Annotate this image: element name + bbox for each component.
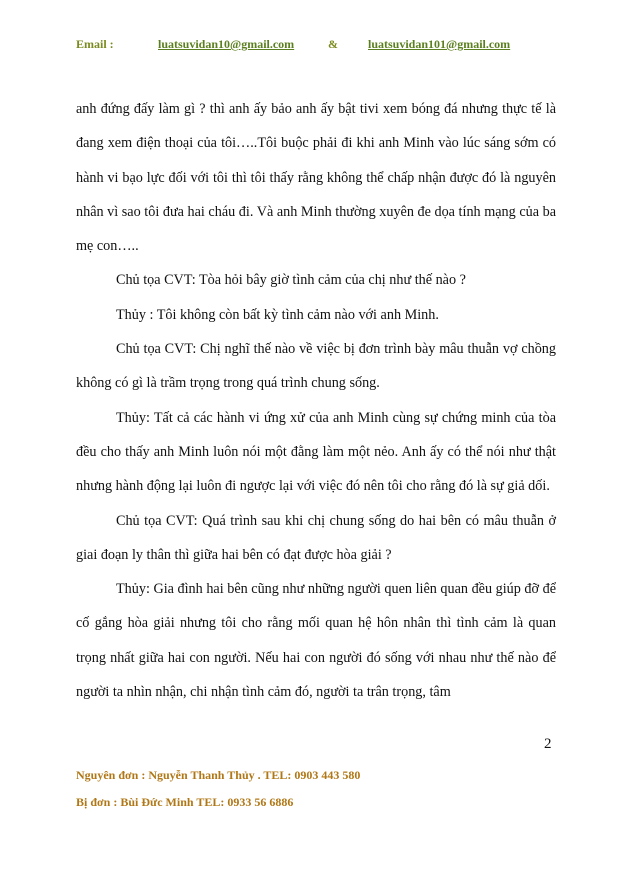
email-link-1[interactable]: luatsuvidan10@gmail.com [158,37,295,51]
transcript-body [76,92,556,709]
email-label: Email : [76,37,114,51]
email-link-2[interactable]: luatsuvidan101@gmail.com [368,37,511,51]
transcript-paragraph: anh đứng đấy làm gì ? thì anh ấy bảo anh ấy bật tivi xem bóng đá nhưng thực tế là đang xem điện thoại của tôi…..Tôi buộc phải đi khi anh Minh vào lúc sáng sớm có hành vi bạo lực đối với tôi thì tôi thấy rằng không thể chấp nhận được đó là nguyên nhân vì sao tôi đưa hai cháu đi. Và anh Minh thường xuyên đe dọa tính mạng của ba mẹ con….. [76,101,556,255]
page-number: 2 [544,736,552,752]
footer-plaintiff: Nguyên đơn : Nguyễn Thanh Thủy . TEL: 0903 443 580 [76,768,361,782]
transcript-paragraph: Thủy: Tất cả các hành vi ứng xử của anh Minh cùng sự chứng minh của tòa đều cho thấy anh Minh luôn nói một đằng làm một nẻo. Anh ấy có thể nói như thật nhưng hành động lại luôn đi ngược lại với việc đó nên tôi cho rằng đó là sự giả dối. [76,409,556,495]
email-separator: & [328,37,338,51]
transcript-paragraph: Thủy : Tôi không còn bất kỳ tình cảm nào với anh Minh. [116,306,439,323]
footer-defendant: Bị đơn : Bùi Đức Minh TEL: 0933 56 6886 [76,795,294,809]
transcript-paragraph: Chủ tọa CVT: Tòa hỏi bây giờ tình cảm của chị như thế nào ? [116,272,466,289]
transcript-paragraph: Thủy: Gia đình hai bên cũng như những người quen liên quan đều giúp đỡ để cố gắng hòa giải nhưng tôi cho rằng mối quan hệ hôn nhân thì tình cảm là quan trọng nhất giữa hai con người. Nếu hai con người đó sống với nhau như thế nào để người ta nhìn nhận, chi nhận tình cảm đó, người ta trân trọng, tâm [76,581,556,701]
transcript-paragraph: Chủ tọa CVT: Chị nghĩ thế nào về việc bị đơn trình bày mâu thuẫn vợ chồng không có gì là trầm trọng trong quá trình chung sống. [76,341,556,392]
transcript-paragraph: Chủ tọa CVT: Quá trình sau khi chị chung sống do hai bên có mâu thuẫn ở giai đoạn ly thân thì giữa hai bên có đạt được hòa giải ? [76,512,556,563]
